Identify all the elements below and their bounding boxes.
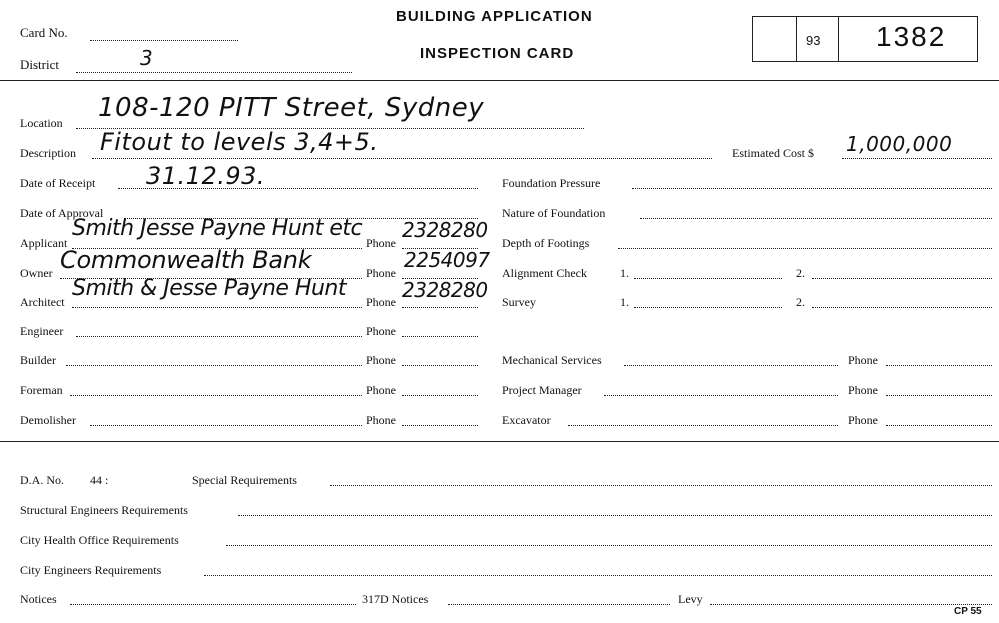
survey-field-2[interactable]	[812, 307, 992, 308]
demolisher-phone-field[interactable]	[402, 425, 478, 426]
foreman-phone-field[interactable]	[402, 395, 478, 396]
architect-phone-field[interactable]	[402, 307, 478, 308]
city-engineers-label: City Engineers Requirements	[20, 563, 162, 577]
survey-num-1: 1.	[620, 295, 629, 309]
project-manager-phone-label: Phone	[848, 383, 878, 397]
survey-field-1[interactable]	[634, 307, 782, 308]
foreman-phone-label: Phone	[366, 383, 396, 397]
notices-field[interactable]	[70, 604, 356, 605]
nature-foundation-label: Nature of Foundation	[502, 206, 606, 220]
da-no-label: D.A. No.	[20, 473, 64, 487]
engineer-field[interactable]	[76, 336, 362, 337]
survey-label: Survey	[502, 295, 536, 309]
city-engineers-field[interactable]	[204, 575, 992, 576]
engineer-phone-label: Phone	[366, 324, 396, 338]
demolisher-phone-label: Phone	[366, 413, 396, 427]
footer-code: CP 55	[954, 606, 982, 617]
section-divider	[0, 441, 999, 442]
engineer-phone-field[interactable]	[402, 336, 478, 337]
mechanical-phone-field[interactable]	[886, 365, 992, 366]
title-line1: BUILDING APPLICATION	[396, 8, 593, 25]
foundation-pressure-label: Foundation Pressure	[502, 176, 601, 190]
notices-label: Notices	[20, 592, 57, 606]
excavator-phone-field[interactable]	[886, 425, 992, 426]
levy-field[interactable]	[710, 604, 992, 605]
description-label: Description	[20, 146, 76, 160]
architect-value: Smith & Jesse Payne Hunt	[72, 276, 346, 301]
foreman-label: Foreman	[20, 383, 63, 397]
builder-label: Builder	[20, 353, 56, 367]
special-requirements-field[interactable]	[330, 485, 992, 486]
health-field[interactable]	[226, 545, 992, 546]
card-no-label: Card No.	[20, 25, 68, 40]
estimated-cost-label: Estimated Cost $	[732, 146, 814, 160]
special-requirements-label: Special Requirements	[192, 473, 297, 487]
excavator-phone-label: Phone	[848, 413, 878, 427]
box-prefix: 93	[806, 33, 821, 48]
mechanical-phone-label: Phone	[848, 353, 878, 367]
project-manager-phone-field[interactable]	[886, 395, 992, 396]
alignment-num-1: 1.	[620, 266, 629, 280]
applicant-phone-label: Phone	[366, 236, 396, 250]
demolisher-field[interactable]	[90, 425, 362, 426]
mechanical-label: Mechanical Services	[502, 353, 602, 367]
date-receipt-label: Date of Receipt	[20, 176, 96, 190]
excavator-label: Excavator	[502, 413, 551, 427]
project-manager-label: Project Manager	[502, 383, 582, 397]
title-line2: INSPECTION CARD	[420, 45, 575, 62]
demolisher-label: Demolisher	[20, 413, 76, 427]
owner-value: Commonwealth Bank	[60, 246, 312, 274]
applicant-label: Applicant	[20, 236, 68, 250]
survey-num-2: 2.	[796, 295, 805, 309]
da-no-value: 44 :	[90, 473, 109, 487]
architect-phone-value: 2328280	[402, 278, 488, 302]
estimated-cost-value: 1,000,000	[846, 132, 953, 156]
box-divider-1	[796, 16, 797, 62]
owner-phone-value: 2254097	[404, 248, 490, 272]
description-value: Fitout to levels 3,4+5.	[100, 128, 379, 156]
box-divider-2	[838, 16, 839, 62]
structural-field[interactable]	[238, 515, 992, 516]
date-approval-label: Date of Approval	[20, 206, 104, 220]
structural-label: Structural Engineers Requirements	[20, 503, 188, 517]
nature-foundation-field[interactable]	[640, 218, 992, 219]
foreman-field[interactable]	[70, 395, 362, 396]
estimated-cost-field[interactable]	[842, 158, 992, 159]
header-divider	[0, 80, 999, 81]
excavator-field[interactable]	[568, 425, 838, 426]
builder-field[interactable]	[66, 365, 362, 366]
box-number: 1382	[876, 21, 947, 52]
architect-phone-label: Phone	[366, 295, 396, 309]
owner-phone-label: Phone	[366, 266, 396, 280]
location-value: 108-120 PITT Street, Sydney	[98, 93, 485, 123]
alignment-num-2: 2.	[796, 266, 805, 280]
architect-field[interactable]	[72, 307, 362, 308]
applicant-value: Smith Jesse Payne Hunt etc	[72, 216, 363, 241]
architect-label: Architect	[20, 295, 65, 309]
district-field[interactable]	[76, 72, 352, 73]
location-label: Location	[20, 116, 63, 130]
date-receipt-value: 31.12.93.	[146, 162, 266, 190]
engineer-label: Engineer	[20, 324, 64, 338]
card-no-field[interactable]	[90, 40, 238, 41]
health-label: City Health Office Requirements	[20, 533, 179, 547]
notices-317d-field[interactable]	[448, 604, 670, 605]
depth-footings-field[interactable]	[618, 248, 992, 249]
levy-label: Levy	[678, 592, 703, 606]
notices-317d-label: 317D Notices	[362, 592, 429, 606]
depth-footings-label: Depth of Footings	[502, 236, 590, 250]
alignment-field-1[interactable]	[634, 278, 782, 279]
district-label: District	[20, 57, 59, 72]
builder-phone-field[interactable]	[402, 365, 478, 366]
foundation-pressure-field[interactable]	[632, 188, 992, 189]
alignment-field-2[interactable]	[812, 278, 992, 279]
alignment-check-label: Alignment Check	[502, 266, 587, 280]
project-manager-field[interactable]	[604, 395, 838, 396]
mechanical-field[interactable]	[624, 365, 838, 366]
district-value: 3	[140, 46, 154, 70]
description-field[interactable]	[92, 158, 712, 159]
owner-label: Owner	[20, 266, 53, 280]
builder-phone-label: Phone	[366, 353, 396, 367]
applicant-phone-value: 2328280	[402, 218, 488, 242]
